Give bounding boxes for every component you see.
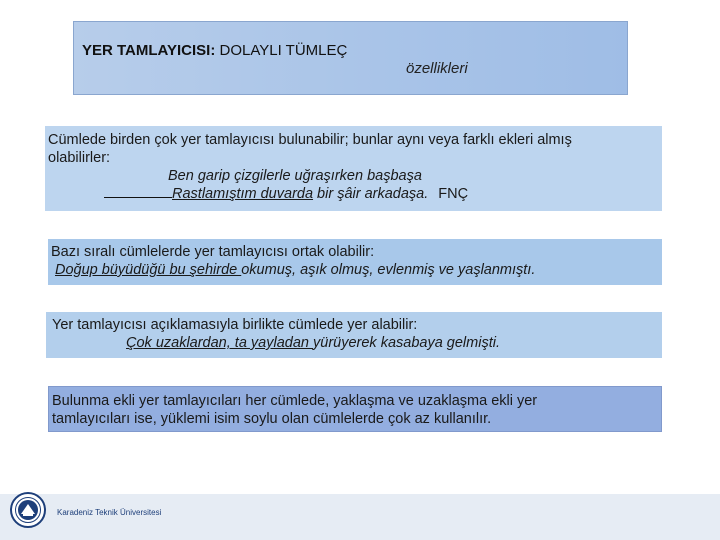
- box1-text-cont: olabilirler:: [48, 150, 111, 166]
- box1-example-line-1: Ben garip çizgilerle uğraşırken başbaşa: [168, 168, 422, 184]
- box1-example-line-2: [48, 185, 659, 203]
- slide-subtitle: özellikleri: [406, 60, 468, 77]
- university-name: Karadeniz Teknik Üniversitesi: [57, 508, 162, 517]
- box1-example-underlined: Rastlamıştım duvarda: [172, 186, 314, 202]
- box1-example-rest: bir şâir arkadaşa.: [313, 186, 429, 202]
- box1-text: Cümlede birden çok yer tamlayıcısı bulunabilir; bunlar aynı veya farklı ekleri almış: [48, 132, 572, 148]
- box2-example-rest: okumuş, aşık olmuş, evlenmiş ve yaşlanmıştı.: [241, 262, 536, 278]
- box2-text: Bazı sıralı cümlelerde yer tamlayıcısı ortak olabilir:: [51, 244, 375, 260]
- box3-example-underlined: Çok uzaklardan, ta yayladan: [126, 335, 313, 351]
- box2-example: [51, 261, 659, 279]
- university-seal-icon: [10, 492, 46, 528]
- title-bold: YER TAMLAYICISI:: [82, 42, 216, 59]
- box3-example-rest: yürüyerek kasabaya gelmişti.: [313, 335, 500, 351]
- box1-example-tag: FNÇ: [438, 186, 469, 202]
- content-box-multiple-complements: [45, 126, 662, 211]
- slide-title: [82, 42, 347, 59]
- blank-line: [104, 185, 172, 198]
- box3-example: [52, 334, 656, 352]
- title-rest: DOLAYLI TÜMLEÇ: [215, 42, 348, 59]
- box2-example-underlined: Doğup büyüdüğü bu şehirde: [55, 262, 242, 278]
- box3-text: Yer tamlayıcısı açıklamasıyla birlikte cümlede yer alabilir:: [52, 317, 418, 333]
- content-box-shared-complement: [48, 239, 662, 285]
- box4-line-1: Bulunma ekli yer tamlayıcıları her cümlede, yaklaşma ve uzaklaşma ekli yer: [52, 393, 538, 409]
- content-box-case-usage: [48, 386, 662, 432]
- title-box: [73, 21, 628, 95]
- content-box-with-explanation: [46, 312, 662, 358]
- footer-bar: [0, 494, 720, 540]
- box4-line-2: tamlayıcıları ise, yüklemi isim soylu olan cümlelerde çok az kullanılır.: [52, 411, 492, 427]
